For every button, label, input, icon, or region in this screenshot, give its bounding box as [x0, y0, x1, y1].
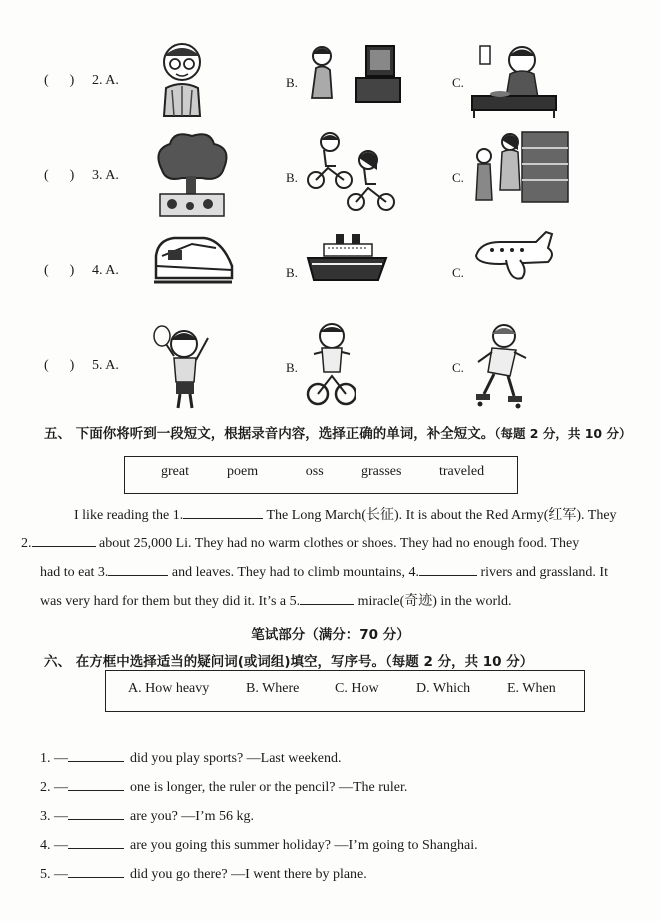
question-item	[40, 776, 407, 796]
question-text: did you go there? —I went there by plane.	[130, 867, 367, 882]
option-label: B.	[286, 170, 298, 185]
word-option: great	[161, 464, 189, 479]
passage-text: The Long March(长征). It is about the Red Army(红军). They	[266, 508, 617, 523]
passage-text: about 25,000 Li. They had no warm clothes or shoes. They had no enough food. They	[99, 536, 580, 551]
shopping-picture[interactable]	[470, 130, 570, 210]
question-item	[40, 863, 367, 883]
choice-c: C. How	[335, 681, 379, 696]
girl-watching-tv-picture[interactable]	[306, 38, 406, 113]
question-item	[40, 747, 342, 767]
boy-eating-picture[interactable]	[470, 38, 560, 123]
ship-picture[interactable]	[306, 230, 388, 291]
question-number: 4. —	[40, 838, 68, 853]
option-label: C.	[452, 75, 464, 90]
option-label: B.	[286, 265, 298, 280]
answer-blank-3[interactable]	[108, 561, 168, 576]
answer-parentheses[interactable]: ( )	[44, 263, 75, 278]
tree-picnic-picture[interactable]	[152, 130, 232, 225]
word-option: poem	[227, 464, 259, 479]
skating-kid-picture[interactable]	[470, 322, 532, 415]
option-label: B.	[286, 360, 298, 375]
passage	[21, 502, 620, 617]
passage-text: was very hard for them but they did it. It’s a 5.	[40, 594, 301, 609]
choice-d: D. Which	[416, 681, 471, 696]
question-number: 3. A.	[92, 168, 119, 183]
question-number: 5. A.	[92, 358, 119, 373]
word-option: oss	[303, 464, 324, 479]
answer-blank[interactable]	[68, 776, 124, 791]
cycling-boy-picture[interactable]	[306, 322, 356, 415]
badminton-boy-picture[interactable]	[152, 322, 216, 415]
question-number: 2. A.	[92, 73, 119, 88]
answer-blank-2[interactable]	[32, 532, 96, 547]
question-number: 4. A.	[92, 263, 119, 278]
answer-blank-5[interactable]	[300, 590, 354, 605]
option-label: C.	[452, 170, 464, 185]
question-number: 1. —	[40, 751, 68, 766]
answer-blank[interactable]	[68, 863, 124, 878]
listening-question-row	[0, 225, 661, 315]
answer-blank[interactable]	[68, 805, 124, 820]
passage-text: miracle(奇迹) in the world.	[357, 594, 512, 609]
question-text: are you going this summer holiday? —I’m going to Shanghai.	[130, 838, 478, 853]
section6-title: 六、 在方框中选择适当的疑问词(或词组)填空，写序号。（每题 2 分，共 10 分）	[44, 654, 534, 670]
passage-text: I like reading the 1.	[74, 508, 184, 523]
question-word-box	[105, 670, 585, 712]
word-bank-box	[124, 456, 518, 494]
choice-b: B. Where	[246, 681, 300, 696]
question-text: are you? —I’m 56 kg.	[130, 809, 255, 824]
option-label: C.	[452, 360, 464, 375]
listening-question-row	[0, 320, 661, 410]
choice-a: A. How heavy	[128, 681, 210, 696]
option-label: B.	[286, 75, 298, 90]
passage-text: 2.	[21, 536, 32, 551]
word-option: grasses	[361, 464, 402, 479]
question-number: 2. —	[40, 780, 68, 795]
listening-question-row	[0, 35, 661, 125]
question-item	[40, 834, 478, 854]
question-item	[40, 805, 254, 825]
passage-text: rivers and grassland. It	[480, 565, 608, 580]
question-text: did you play sports? —Last weekend.	[130, 751, 342, 766]
written-part-heading: 笔试部分（满分：70 分）	[251, 627, 410, 643]
passage-text: had to eat 3.	[40, 565, 109, 580]
question-number: 5. —	[40, 867, 68, 882]
answer-blank-1[interactable]	[183, 504, 263, 519]
answer-blank-4[interactable]	[419, 561, 477, 576]
kids-cycling-picture[interactable]	[306, 130, 396, 220]
section5-title: 五、 下面你将听到一段短文，根据录音内容，选择正确的单词，补全短文。（每题 2 分，共 10 分）	[44, 426, 632, 442]
choice-e: E. When	[507, 681, 556, 696]
answer-blank[interactable]	[68, 834, 124, 849]
question-number: 3. —	[40, 809, 68, 824]
plane-picture[interactable]	[470, 230, 556, 291]
listening-question-row	[0, 130, 661, 220]
answer-parentheses[interactable]: ( )	[44, 168, 75, 183]
answer-parentheses[interactable]: ( )	[44, 73, 75, 88]
passage-text: and leaves. They had to climb mountains, 4.	[171, 565, 419, 580]
word-option: traveled	[439, 464, 485, 479]
question-text: one is longer, the ruler or the pencil? —The ruler.	[130, 780, 408, 795]
train-picture[interactable]	[152, 230, 234, 293]
answer-blank[interactable]	[68, 747, 124, 762]
answer-parentheses[interactable]: ( )	[44, 358, 75, 373]
boy-with-glasses-picture[interactable]	[152, 38, 212, 123]
option-label: C.	[452, 265, 464, 280]
